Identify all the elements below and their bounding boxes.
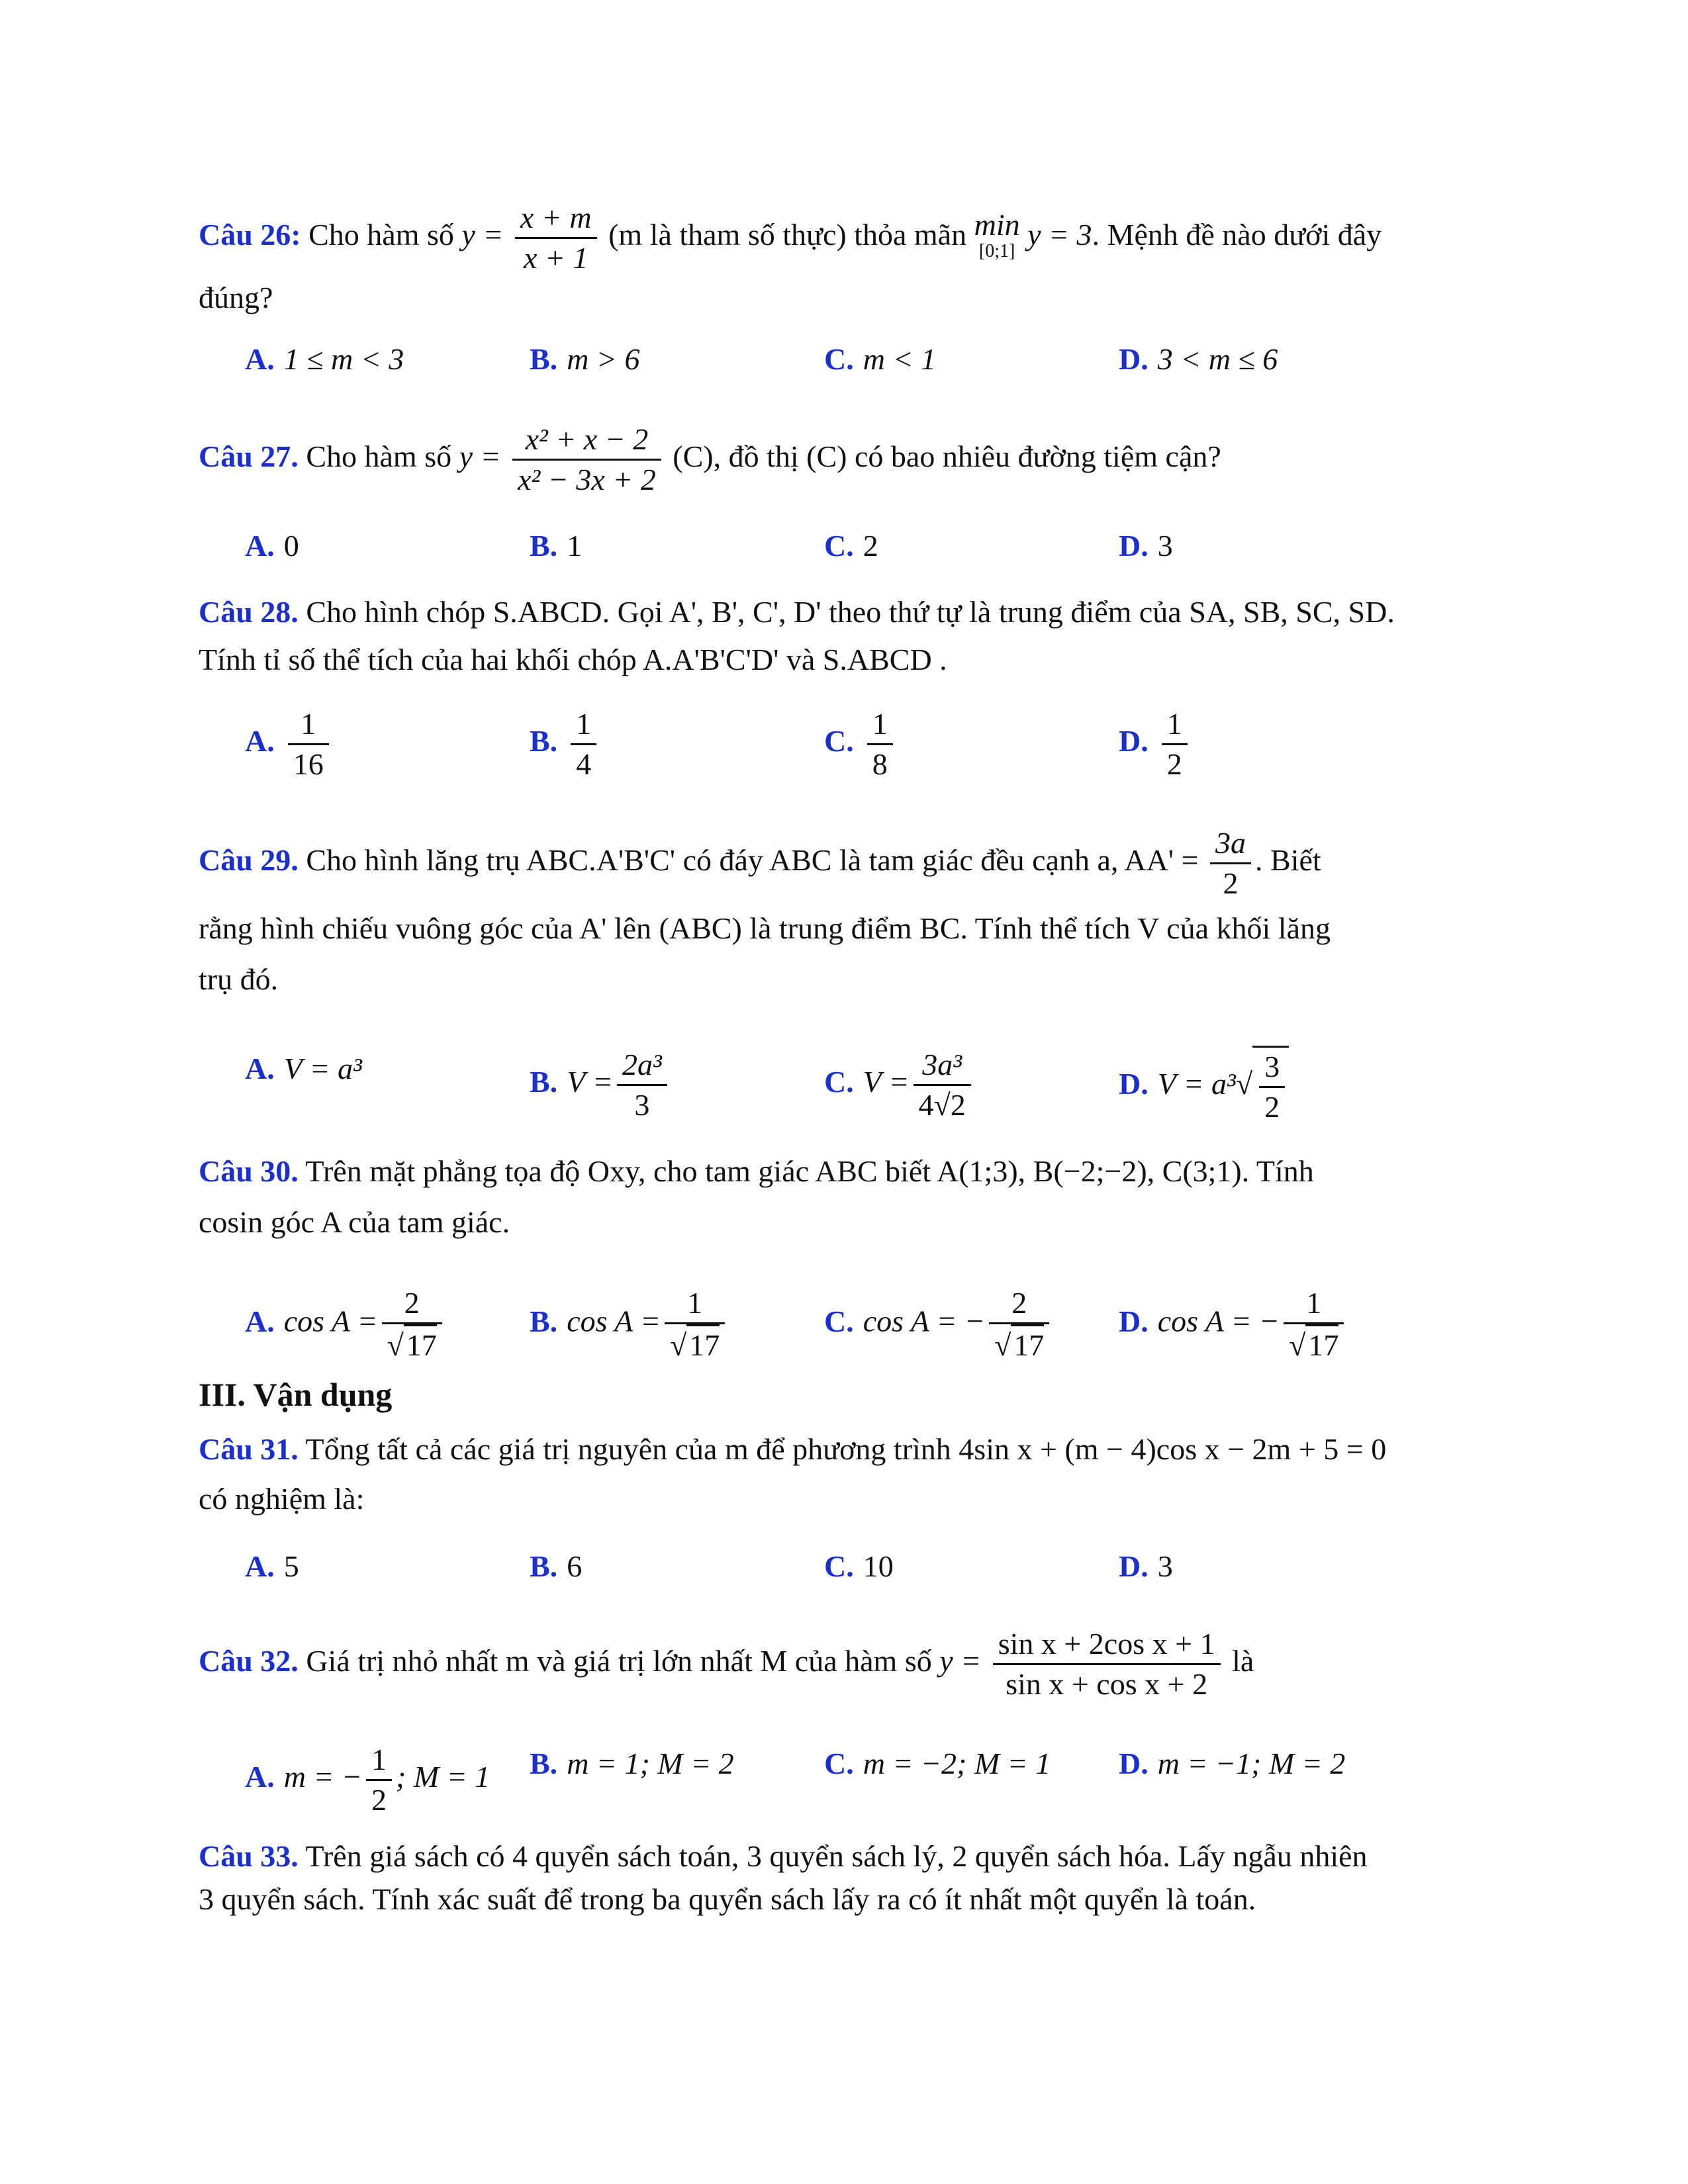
option-text: m = 1; M = 2 xyxy=(567,1747,734,1780)
q31-option-a[interactable] xyxy=(245,1543,299,1590)
option-text: m = − xyxy=(283,1760,363,1794)
q31-option-b[interactable] xyxy=(530,1543,582,1590)
math-expr: y = xyxy=(939,1644,982,1678)
q30-option-b[interactable] xyxy=(530,1284,729,1365)
question-26 xyxy=(199,199,1489,277)
option-text: m > 6 xyxy=(567,342,640,376)
question-30 xyxy=(199,1148,1489,1195)
question-32 xyxy=(199,1625,1489,1704)
fraction-numerator: 2 xyxy=(382,1284,442,1324)
option-text: cos A = − xyxy=(863,1304,986,1338)
option-text: V = a³ xyxy=(1157,1067,1236,1101)
sqrt-icon: √ xyxy=(994,1328,1011,1362)
question-text: . Mệnh đề nào dưới đây xyxy=(1092,218,1382,252)
fraction-numerator: 1 xyxy=(665,1284,725,1324)
fraction-numerator: x² + x − 2 xyxy=(512,420,661,461)
question-33-line2 xyxy=(199,1876,1489,1923)
sqrt-body: 17 xyxy=(404,1324,437,1365)
fraction xyxy=(515,199,597,277)
fraction-denominator: 2 xyxy=(1264,1090,1280,1124)
option-text: 0 xyxy=(283,529,299,563)
option-text: 10 xyxy=(863,1549,894,1583)
fraction-denominator: sin x + cos x + 2 xyxy=(1006,1667,1208,1701)
fraction xyxy=(366,1741,392,1819)
sqrt-body: 17 xyxy=(1011,1324,1044,1365)
fraction-denominator: 16 xyxy=(293,747,324,781)
option-key: D. xyxy=(1119,1747,1149,1780)
option-text: cos A = − xyxy=(1157,1304,1280,1338)
fraction-denominator xyxy=(1284,1324,1344,1365)
question-text: 3 quyển sách. Tính xác suất để trong ba quyển sách lấy ra có ít nhất một quyển là toán. xyxy=(199,1882,1256,1916)
fraction-denominator: 2 xyxy=(371,1783,387,1817)
fraction xyxy=(867,705,893,784)
option-key: A. xyxy=(245,529,275,563)
option-text: V = xyxy=(863,1065,910,1099)
option-text: 6 xyxy=(567,1549,583,1583)
option-key: A. xyxy=(245,1052,275,1085)
q30-option-a[interactable] xyxy=(245,1284,446,1365)
option-key: C. xyxy=(824,724,854,758)
option-key: B. xyxy=(530,1065,558,1099)
q30-option-c[interactable] xyxy=(824,1284,1053,1365)
sqrt-icon: √ xyxy=(1235,1067,1253,1101)
question-label: Câu 26: xyxy=(199,218,301,252)
fraction-numerator: x + m xyxy=(515,199,597,239)
fraction-numerator: 3 xyxy=(1259,1048,1285,1088)
sqrt-body: 17 xyxy=(1305,1324,1338,1365)
q28-option-d[interactable] xyxy=(1119,705,1192,784)
min-interval: [0;1] xyxy=(978,240,1015,261)
question-text: cosin góc A của tam giác. xyxy=(199,1205,510,1239)
option-text: m = −1; M = 2 xyxy=(1157,1747,1346,1780)
q31-option-c[interactable] xyxy=(824,1543,894,1590)
sqrt-icon: √ xyxy=(1289,1328,1306,1362)
fraction-denominator xyxy=(665,1324,725,1365)
fraction-denominator: 2 xyxy=(1223,866,1239,900)
question-26-line2 xyxy=(199,275,1489,321)
q28-option-b[interactable] xyxy=(530,705,600,784)
math-expr: y = xyxy=(461,218,504,252)
option-key: C. xyxy=(824,1065,854,1099)
question-text: (m là tham số thực) thỏa mãn xyxy=(608,218,967,252)
question-text: Cho hình lăng trụ ABC.A'B'C' có đáy ABC là tam giác đều cạnh a, AA' = xyxy=(306,843,1199,878)
fraction xyxy=(1210,824,1251,903)
option-text: 2 xyxy=(863,529,878,563)
question-31-line2 xyxy=(199,1476,1489,1522)
q32-option-c[interactable] xyxy=(824,1741,1051,1787)
question-text: đúng? xyxy=(199,281,273,314)
fraction-numerator: 1 xyxy=(1162,705,1188,745)
option-key: D. xyxy=(1119,1304,1149,1338)
option-text: V = a³ xyxy=(283,1052,362,1085)
fraction xyxy=(571,705,596,784)
option-text: m = −2; M = 1 xyxy=(863,1747,1051,1780)
q26-option-c[interactable] xyxy=(824,336,936,383)
option-text: 1 xyxy=(567,529,583,563)
question-text: Tổng tất cả các giá trị nguyên của m để phương trình 4sin x + (m − 4)cos x − 2m + 5 = 0 xyxy=(305,1432,1387,1466)
option-key: A. xyxy=(245,1760,275,1794)
option-text: m < 1 xyxy=(863,342,936,376)
min-operator xyxy=(974,207,1020,265)
option-key: D. xyxy=(1119,342,1149,376)
question-label: Câu 30. xyxy=(199,1154,299,1188)
option-key: D. xyxy=(1119,1549,1149,1583)
q29-option-d[interactable] xyxy=(1119,1046,1289,1126)
question-28 xyxy=(199,589,1489,635)
q27-option-d[interactable] xyxy=(1119,523,1173,569)
math-expr: y = 3 xyxy=(1027,218,1092,252)
question-label: Câu 31. xyxy=(199,1432,299,1466)
option-key: C. xyxy=(824,1549,854,1583)
section-heading: III. Vận dụng xyxy=(199,1376,393,1413)
question-label: Câu 33. xyxy=(199,1839,299,1873)
question-27 xyxy=(199,420,1489,499)
question-text: rằng hình chiếu vuông góc của A' lên (ABC) là trung điểm BC. Tính thể tích V của khối lăng xyxy=(199,911,1331,945)
sqrt-icon: √ xyxy=(669,1328,687,1362)
option-key: C. xyxy=(824,1747,854,1780)
q26-option-b[interactable] xyxy=(530,336,639,383)
option-text: 3 xyxy=(1157,1549,1173,1583)
question-label: Câu 28. xyxy=(199,595,299,629)
q29-option-a[interactable] xyxy=(245,1046,362,1092)
option-text: 5 xyxy=(283,1549,299,1583)
fraction xyxy=(288,705,329,784)
option-key: A. xyxy=(245,1304,275,1338)
fraction-denominator: 3 xyxy=(634,1088,650,1122)
fraction-numerator: 1 xyxy=(867,705,893,745)
question-text: Trên giá sách có 4 quyển sách toán, 3 quyển sách lý, 2 quyển sách hóa. Lấy ngẫu nhiên xyxy=(305,1839,1368,1873)
min-label: min xyxy=(974,207,1020,242)
fraction-denominator: 4 xyxy=(576,747,592,781)
option-key: B. xyxy=(530,529,558,563)
question-30-line2 xyxy=(199,1199,1489,1246)
question-text: Giá trị nhỏ nhất m và giá trị lớn nhất M của hàm số xyxy=(306,1644,932,1678)
math-expr: y = xyxy=(459,439,501,474)
option-key: B. xyxy=(530,342,558,376)
q32-option-d[interactable] xyxy=(1119,1741,1345,1787)
option-text: cos A = xyxy=(567,1304,661,1338)
option-key: C. xyxy=(824,529,854,563)
sqrt-icon: √ xyxy=(387,1328,404,1362)
q26-option-a[interactable] xyxy=(245,336,404,383)
q26-option-d[interactable] xyxy=(1119,336,1278,383)
question-29 xyxy=(199,824,1489,903)
question-text: (C), đồ thị (C) có bao nhiêu đường tiệm cận? xyxy=(673,439,1221,474)
fraction xyxy=(914,1046,971,1124)
question-label: Câu 29. xyxy=(199,843,299,878)
q29-option-b[interactable] xyxy=(530,1046,671,1124)
question-text: là xyxy=(1232,1644,1254,1678)
fraction-denominator: 4√2 xyxy=(918,1088,966,1122)
question-text: . Biết xyxy=(1255,843,1321,878)
sqrt-body: 17 xyxy=(686,1324,720,1365)
question-33 xyxy=(199,1833,1489,1880)
option-text: ; M = 1 xyxy=(396,1760,491,1794)
question-label: Câu 32. xyxy=(199,1644,299,1678)
question-text: Trên mặt phẳng tọa độ Oxy, cho tam giác ABC biết A(1;3), B(−2;−2), C(3;1). Tính xyxy=(305,1154,1314,1188)
fraction-denominator xyxy=(989,1324,1049,1365)
question-text: Tính tỉ số thể tích của hai khối chóp A.A'B'C'D' và S.ABCD . xyxy=(199,643,947,676)
question-29-line3 xyxy=(199,956,1489,1003)
option-text: cos A = xyxy=(283,1304,378,1338)
option-key: D. xyxy=(1119,1067,1149,1101)
q31-option-d[interactable] xyxy=(1119,1543,1173,1590)
fraction xyxy=(1259,1048,1285,1126)
fraction-denominator: 2 xyxy=(1166,747,1182,781)
option-key: B. xyxy=(530,1304,558,1338)
fraction-numerator: 1 xyxy=(1284,1284,1344,1324)
option-text: 1 ≤ m < 3 xyxy=(283,342,404,376)
fraction-numerator: 3a xyxy=(1210,824,1251,864)
fraction-numerator: 1 xyxy=(288,705,329,745)
fraction-numerator: 3a³ xyxy=(914,1046,971,1086)
option-key: D. xyxy=(1119,724,1149,758)
q29-option-c[interactable] xyxy=(824,1046,975,1124)
q27-option-c[interactable] xyxy=(824,523,878,569)
fraction-denominator: x + 1 xyxy=(523,241,588,275)
option-key: B. xyxy=(530,1747,558,1780)
fraction-denominator: x² − 3x + 2 xyxy=(518,463,656,496)
question-text: Cho hàm số xyxy=(308,218,454,252)
option-key: A. xyxy=(245,342,275,376)
question-28-line2 xyxy=(199,637,1489,683)
question-31 xyxy=(199,1426,1489,1473)
q28-option-c[interactable] xyxy=(824,705,897,784)
fraction-denominator: 8 xyxy=(872,747,888,781)
option-text: 3 xyxy=(1157,529,1173,563)
fraction xyxy=(1162,705,1188,784)
sqrt-body xyxy=(1252,1046,1289,1126)
fraction-numerator: 1 xyxy=(366,1741,392,1781)
q28-option-a[interactable] xyxy=(245,705,333,784)
fraction xyxy=(512,420,661,499)
option-key: C. xyxy=(824,1304,854,1338)
question-text: Cho hình chóp S.ABCD. Gọi A', B', C', D' theo thứ tự là trung điểm của SA, SB, SC, SD. xyxy=(306,595,1395,629)
q30-option-d[interactable] xyxy=(1119,1284,1348,1365)
fraction-numerator: 2a³ xyxy=(617,1046,667,1086)
question-text: trụ đó. xyxy=(199,962,279,996)
fraction-numerator: 1 xyxy=(571,705,596,745)
option-key: A. xyxy=(245,724,275,758)
fraction xyxy=(665,1284,725,1365)
fraction xyxy=(1284,1284,1344,1365)
fraction xyxy=(382,1284,442,1365)
option-key: B. xyxy=(530,1549,558,1583)
q27-option-b[interactable] xyxy=(530,523,582,569)
option-key: A. xyxy=(245,1549,275,1583)
question-text: có nghiệm là: xyxy=(199,1482,365,1516)
question-label: Câu 27. xyxy=(199,439,299,474)
option-text: 3 < m ≤ 6 xyxy=(1157,342,1278,376)
fraction-numerator: sin x + 2cos x + 1 xyxy=(993,1625,1221,1665)
question-text: Cho hàm số xyxy=(306,439,452,474)
q32-option-b[interactable] xyxy=(530,1741,734,1787)
q32-option-a[interactable] xyxy=(245,1741,490,1819)
fraction xyxy=(993,1625,1221,1704)
question-29-line2 xyxy=(199,905,1489,952)
fraction xyxy=(617,1046,667,1124)
option-text: V = xyxy=(567,1065,613,1099)
option-key: C. xyxy=(824,342,854,376)
option-key: B. xyxy=(530,724,558,758)
fraction-numerator: 2 xyxy=(989,1284,1049,1324)
fraction xyxy=(989,1284,1049,1365)
fraction-denominator xyxy=(382,1324,442,1365)
q27-option-a[interactable] xyxy=(245,523,299,569)
option-key: D. xyxy=(1119,529,1149,563)
